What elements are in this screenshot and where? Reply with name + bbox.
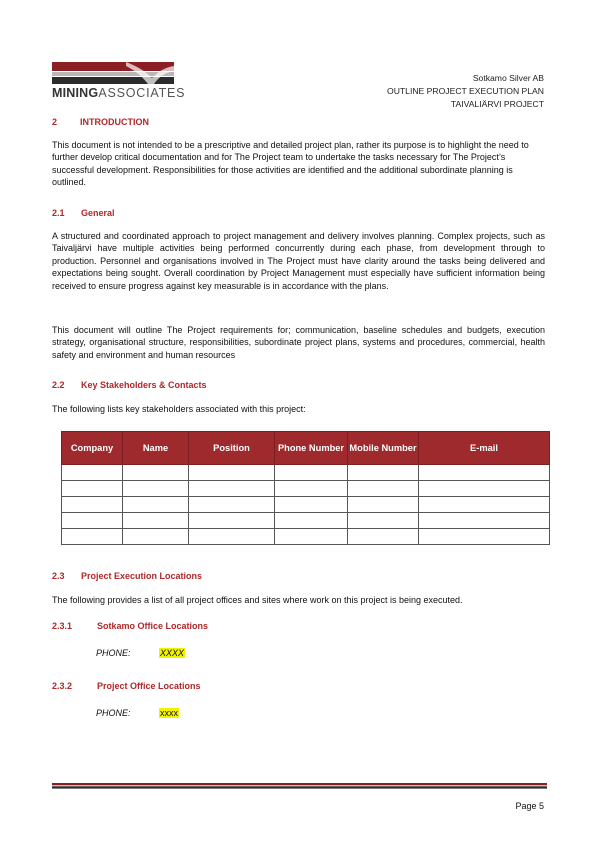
- section-2-3-heading: [52, 571, 202, 581]
- section-2-2-para: The following lists key stakeholders associated with this project:: [52, 404, 306, 414]
- logo-word-associates: ASSOCIATES: [98, 86, 186, 100]
- logo-wordmark: [52, 86, 185, 100]
- table-cell: [348, 513, 419, 529]
- table-row: [62, 513, 550, 529]
- section-2-3-2-number: 2.3.2: [52, 681, 73, 691]
- column-header-name: Name: [123, 432, 189, 465]
- table-cell: [419, 513, 550, 529]
- sotkamo-phone-label: PHONE:: [96, 648, 131, 658]
- table-cell: [348, 497, 419, 513]
- table-cell: [62, 465, 123, 481]
- section-2-2-title: Key Stakeholders & Contacts: [81, 380, 207, 390]
- section-2-3-1-heading: [52, 621, 208, 631]
- section-2-heading: [52, 117, 149, 127]
- header-project: TAIVALIÄRVI PROJECT: [450, 98, 544, 109]
- sotkamo-phone-value: XXXX: [160, 648, 185, 658]
- header-doc-title: OUTLINE PROJECT EXECUTION PLAN: [387, 85, 544, 96]
- section-2-intro: This document is not intended to be a prescriptive and detailed project plan, rather its purpose is to highlight the need to further develop critical documentation and for The Project team to undertake the tasks necessary for The Project’s successful development. Responsibilities for those activities are identified and the additional subordinate planning is outlined.: [52, 140, 529, 188]
- table-cell: [348, 481, 419, 497]
- section-2-3-2-heading: [52, 681, 201, 691]
- section-2-3-1-title: Sotkamo Office Locations: [97, 621, 209, 631]
- document-header-info: [387, 72, 544, 110]
- table-cell: [123, 529, 189, 545]
- table-cell: [419, 481, 550, 497]
- section-2-title: INTRODUCTION: [80, 117, 149, 127]
- table-row: [62, 529, 550, 545]
- table-row: [62, 497, 550, 513]
- table-row: [62, 465, 550, 481]
- table-cell: [419, 497, 550, 513]
- table-cell: [275, 465, 348, 481]
- column-header-email: E-mail: [419, 432, 550, 465]
- table-cell: [275, 497, 348, 513]
- section-2-3-para: The following provides a list of all project offices and sites where work on this project is being executed.: [52, 595, 463, 605]
- table-header-row: [62, 432, 550, 465]
- section-2-1-title: General: [81, 208, 115, 218]
- project-office-phone-label: PHONE:: [96, 708, 131, 718]
- section-2-1-para-1: A structured and coordinated approach to project management and delivery involves planning. Complex projects, such as Taivaljärvi have multiple activities being performed concurrently during each phase, from development through to production. Personnel and organisations involved in The Project must have clarity around the tasks being delivered and expectations being sought. Overall coordination by Project Management must especially have sufficient information being received to ensure progress against key measurable is in accordance with the plans.: [52, 231, 545, 291]
- table-cell: [123, 497, 189, 513]
- table-cell: [275, 513, 348, 529]
- table-cell: [419, 529, 550, 545]
- logo-word-mining: MINING: [52, 86, 99, 100]
- table-cell: [123, 513, 189, 529]
- stakeholders-table: [61, 431, 550, 545]
- section-2-3-2-title: Project Office Locations: [97, 681, 201, 691]
- section-2-2-heading: [52, 380, 207, 390]
- table-cell: [123, 481, 189, 497]
- table-row: [62, 481, 550, 497]
- table-cell: [189, 497, 275, 513]
- table-cell: [348, 465, 419, 481]
- footer-divider: [52, 783, 547, 789]
- table-cell: [189, 529, 275, 545]
- column-header-phone-number: Phone Number: [275, 432, 348, 465]
- section-2-3-1-number: 2.3.1: [52, 621, 73, 631]
- table-cell: [62, 513, 123, 529]
- section-2-number: 2: [52, 117, 58, 127]
- table-cell: [275, 529, 348, 545]
- table-cell: [62, 481, 123, 497]
- column-header-company: Company: [62, 432, 123, 465]
- section-2-3-title: Project Execution Locations: [81, 571, 203, 581]
- project-office-phone-value: xxxx: [160, 708, 178, 718]
- page-number: Page 5: [515, 801, 544, 811]
- table-cell: [189, 481, 275, 497]
- table-cell: [189, 513, 275, 529]
- column-header-position: Position: [189, 432, 275, 465]
- table-cell: [348, 529, 419, 545]
- section-2-1-para-2: This document will outline The Project requirements for; communication, baseline schedules and budgets, execution strategy, organisational structure, responsibilities, subordinate project plans, systems and procedures, commercial, health safety and environment and human resources: [52, 325, 545, 360]
- header-company: Sotkamo Silver AB: [472, 73, 544, 83]
- section-2-2-number: 2.2: [52, 380, 65, 390]
- table-cell: [189, 465, 275, 481]
- table-cell: [123, 465, 189, 481]
- section-2-3-number: 2.3: [52, 571, 65, 581]
- table-cell: [62, 497, 123, 513]
- section-2-1-heading: [52, 208, 115, 218]
- section-2-1-number: 2.1: [52, 208, 65, 218]
- table-cell: [275, 481, 348, 497]
- table-cell: [419, 465, 550, 481]
- table-cell: [62, 529, 123, 545]
- column-header-mobile-number: Mobile Number: [348, 432, 419, 465]
